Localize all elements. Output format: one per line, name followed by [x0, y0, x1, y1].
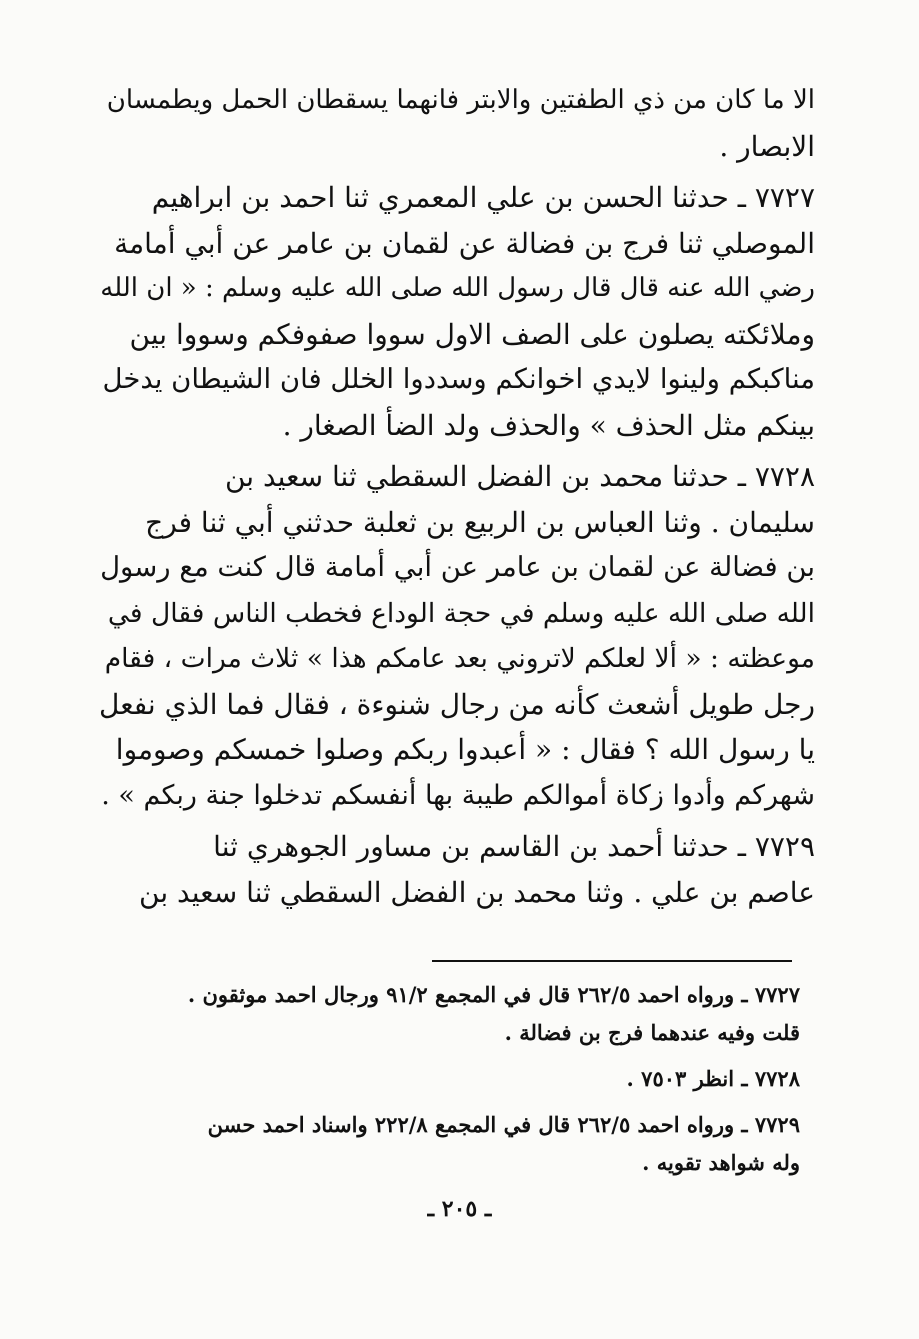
text-line: رضي الله عنه قال قال رسول الله صلى الله عليه وسلم : « ان الله [100, 273, 815, 303]
footnote-7727 [80, 976, 800, 1052]
text-line: موعظته : « ألا لعلكم لاتروني بعد عامكم هذا » ثلاث مرات ، فقام [104, 643, 815, 674]
footnotes [80, 976, 800, 1182]
text-line: مناكبكم ولينوا لايدي اخوانكم وسددوا الخلل فان الشيطان يدخل [102, 363, 815, 395]
text-line: يا رسول الله ؟ فقال : « أعبدوا ربكم وصلوا خمسكم وصوموا [115, 733, 815, 766]
text-line: الله صلى الله عليه وسلم في حجة الوداع فخطب الناس فقال في [107, 597, 815, 629]
text-line: ٧٧٢٩ ـ حدثنا أحمد بن القاسم بن مساور الجوهري ثنا [213, 830, 815, 863]
text-line: بينكم مثل الحذف » والحذف ولد الضأ الصغار . [282, 408, 815, 442]
footnote-line: ٧٧٢٩ ـ ورواه احمد ٢٦٢/٥ قال في المجمع ٢٢٢/٨ واسناد احمد حسن [207, 1112, 800, 1137]
text-line: شهركم وأدوا زكاة أموالكم طيبة بها أنفسكم تدخلوا جنة ربكم » . [101, 779, 815, 811]
main-text [95, 78, 815, 921]
text-line: بن فضالة عن لقمان بن عامر عن أبي أمامة قال كنت مع رسول [100, 551, 815, 583]
footnote-divider [432, 960, 792, 962]
footnote-7728 [80, 1060, 800, 1098]
footnote-line: قلت وفيه عندهما فرج بن فضالة . [504, 1020, 800, 1045]
text-line: الموصلي ثنا فرج بن فضالة عن لقمان بن عامر عن أبي أمامة [114, 226, 815, 260]
footnote-line: ٧٧٢٨ ـ انظر ٧٥٠٣ . [626, 1066, 800, 1091]
hadith-7727 [95, 175, 815, 448]
hadith-7729 [95, 824, 815, 915]
footnote-7729 [80, 1106, 800, 1182]
footnote-line: وله شواهد تقويه . [642, 1150, 800, 1175]
text-line: وملائكته يصلون على الصف الاول سووا صفوفكم وسووا بين [129, 317, 815, 351]
text-line: الابصار . [719, 129, 815, 163]
hadith-7728 [95, 454, 815, 818]
text-line: الا ما كان من ذي الطفتين والابتر فانهما يسقطان الحمل ويطمسان [106, 85, 815, 115]
text-line: ٧٧٢٨ ـ حدثنا محمد بن الفضل السقطي ثنا سعيد بن [224, 460, 815, 493]
footnote-line: ٧٧٢٧ ـ ورواه احمد ٢٦٢/٥ قال في المجمع ٩١/٢ ورجال احمد موثقون . [187, 982, 800, 1007]
page-number: ـ ٢٠٥ ـ [427, 1196, 492, 1222]
text-line: عاصم بن علي . وثنا محمد بن الفضل السقطي ثنا سعيد بن [139, 875, 815, 909]
text-line: رجل طويل أشعث كأنه من رجال شنوءة ، فقال فما الذي نفعل [99, 687, 815, 721]
paragraph-continuation [95, 78, 815, 169]
text-line: سليمان . وثنا العباس بن الربيع بن ثعلبة حدثني أبي ثنا فرج [145, 505, 815, 539]
text-line: ٧٧٢٧ ـ حدثنا الحسن بن علي المعمري ثنا احمد بن ابراهيم [151, 181, 815, 214]
